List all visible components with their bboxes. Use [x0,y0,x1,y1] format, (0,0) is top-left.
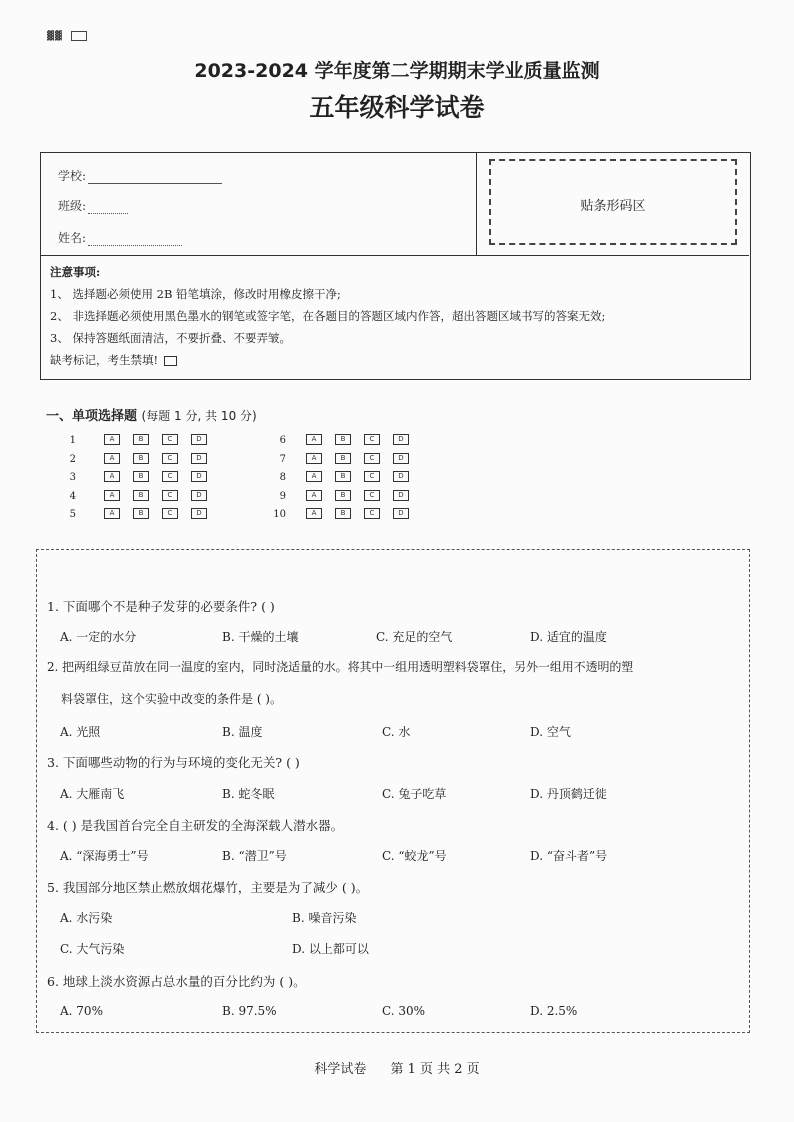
answer-bubble-4-b[interactable]: B [133,490,149,501]
answer-bubble-2-c[interactable]: C [162,453,178,464]
barcode-area [477,153,749,256]
answer-bubble-9-b[interactable]: B [335,490,351,501]
exam-subtitle: 五年级科学试卷 [309,93,485,122]
q4-option-d: D. “奋斗者”号 [530,849,608,863]
answer-bubble-10-c[interactable]: C [364,508,380,519]
q6-option-d: D. 2.5% [530,1004,578,1018]
q1-option-a: A. 一定的水分 [60,630,137,644]
answer-number-1: 1 [69,435,76,446]
barcode-frame [489,159,737,245]
name-field[interactable] [58,229,182,246]
q1-option-d: D. 适宜的温度 [530,630,607,644]
footer-page-number: 第 1 页 共 2 页 [390,1062,480,1077]
answer-number-5: 5 [69,509,76,520]
student-info-box [40,152,751,380]
answer-bubble-3-a[interactable]: A [104,471,120,482]
answer-number-9: 9 [279,490,286,502]
q6-option-b: B. 97.5% [222,1004,277,1018]
q1-option-c: C. 充足的空气 [376,630,453,644]
corner-mark [47,31,87,42]
page-footer [0,1058,794,1077]
notice-item-3: 3、 保持答题纸面清洁，不要折叠、不要弄皱。 [50,331,291,345]
q6-option-a: A. 70% [60,1004,103,1018]
answer-bubble-1-b[interactable]: B [133,434,149,445]
q2-option-b: B. 温度 [222,725,263,739]
class-field[interactable] [58,197,128,214]
question-3: 3. 下面哪些动物的行为与环境的变化无关? ( ) [47,755,300,770]
question-5: 5. 我国部分地区禁止燃放烟花爆竹，主要是为了减少 ( )。 [47,880,369,895]
notice-item-2: 2、 非选择题必须使用黑色墨水的钢笔或签字笔，在各题目的答题区域内作答，超出答题区域书写的答案无效; [50,309,606,323]
q3-option-a: A. 大雁南飞 [60,787,125,801]
q1-option-b: B. 干燥的土壤 [222,630,299,644]
q2-option-c: C. 水 [382,725,411,739]
q3-option-b: B. 蛇冬眠 [222,787,275,801]
corner-box [71,31,87,41]
question-4: 4. ( ) 是我国首台完全自主研发的全海深载人潜水器。 [47,818,344,833]
answer-bubble-4-c[interactable]: C [162,490,178,501]
answer-number-4: 4 [69,490,76,502]
section-title [46,405,257,424]
school-line[interactable] [88,172,222,184]
q2-option-a: A. 光照 [60,725,101,739]
barcode-label: 贴条形码区 [580,199,646,214]
q6-option-c: C. 30% [382,1004,426,1018]
answer-bubble-2-d[interactable]: D [191,453,207,464]
question-1: 1. 下面哪个不是种子发芽的必要条件? ( ) [47,599,275,614]
answer-bubble-5-c[interactable]: C [162,508,178,519]
notice-section [50,261,740,371]
section-title-text: 一、单项选择题 [46,409,138,424]
notice-item-1: 1、 选择题必须使用 2B 铅笔填涂，修改时用橡皮擦干净; [50,287,341,301]
answer-bubble-7-c[interactable]: C [364,453,380,464]
section-note: (每题 1 分, 共 10 分) [141,409,257,423]
answer-bubble-10-b[interactable]: B [335,508,351,519]
corner-mark-text: ▓▓ [47,31,63,42]
answer-bubble-8-c[interactable]: C [364,471,380,482]
class-label: 班级: [58,199,87,213]
answer-bubble-9-c[interactable]: C [364,490,380,501]
answer-bubble-6-c[interactable]: C [364,434,380,445]
q3-option-d: D. 丹顶鹤迁徙 [530,787,607,801]
answer-bubble-7-d[interactable]: D [393,453,409,464]
answer-bubble-3-b[interactable]: B [133,471,149,482]
answer-bubble-8-d[interactable]: D [393,471,409,482]
answer-bubble-7-a[interactable]: A [306,453,322,464]
answer-bubble-1-d[interactable]: D [191,434,207,445]
q5-option-b: B. 噪音污染 [292,911,357,925]
question-2: 2. 把两组绿豆苗放在同一温度的室内，同时浇适量的水。将其中一组用透明塑料袋罩住，另外一组用不透明的塑 [47,660,634,674]
answer-number-8: 8 [279,472,286,483]
q2-option-d: D. 空气 [530,725,571,739]
answer-number-3: 3 [69,472,76,483]
q4-option-c: C. “蛟龙”号 [382,849,447,863]
answer-bubble-1-c[interactable]: C [162,434,178,445]
question-6: 6. 地球上淡水资源占总水量的百分比约为 ( )。 [47,974,306,989]
answer-bubble-5-a[interactable]: A [104,508,120,519]
answer-bubble-5-b[interactable]: B [133,508,149,519]
answer-bubble-9-a[interactable]: A [306,490,322,501]
absent-checkbox[interactable] [164,356,177,366]
q4-option-a: A. “深海勇士”号 [60,849,149,863]
answer-number-7: 7 [279,453,286,465]
notice-head: 注意事项: [50,265,101,279]
q3-option-c: C. 兔子吃草 [382,787,447,801]
q5-option-a: A. 水污染 [60,911,113,925]
student-fields [41,153,477,256]
name-line[interactable] [88,234,182,246]
q5-option-d: D. 以上都可以 [292,942,369,956]
answer-bubble-3-c[interactable]: C [162,471,178,482]
answer-bubble-9-d[interactable]: D [393,490,409,501]
question-2-continued: 料袋罩住，这个实验中改变的条件是 ( )。 [61,692,282,706]
answer-number-2: 2 [69,453,76,465]
answer-bubble-2-b[interactable]: B [133,453,149,464]
answer-bubble-8-a[interactable]: A [306,471,322,482]
answer-bubble-5-d[interactable]: D [191,508,207,519]
answer-bubble-6-d[interactable]: D [393,434,409,445]
answer-bubble-2-a[interactable]: A [104,453,120,464]
q5-option-c: C. 大气污染 [60,942,125,956]
answer-number-6: 6 [279,435,286,446]
answer-bubble-4-d[interactable]: D [191,490,207,501]
answer-bubble-3-d[interactable]: D [191,471,207,482]
absent-label: 缺考标记，考生禁填! [50,353,159,367]
exam-title: 2023-2024 学年度第二学期期末学业质量监测 [194,60,600,82]
name-label: 姓名: [58,231,87,245]
answer-bubble-6-a[interactable]: A [306,434,322,445]
answer-bubble-6-b[interactable]: B [335,434,351,445]
absent-mark-row [50,349,740,371]
answer-bubble-1-a[interactable]: A [104,434,120,445]
footer-subject: 科学试卷 [314,1062,367,1077]
answer-bubble-10-a[interactable]: A [306,508,322,519]
answer-bubble-7-b[interactable]: B [335,453,351,464]
q4-option-b: B. “潜卫”号 [222,849,287,863]
answer-number-10: 10 [273,509,286,520]
school-label: 学校: [58,169,87,183]
answer-bubble-10-d[interactable]: D [393,508,409,519]
answer-bubble-8-b[interactable]: B [335,471,351,482]
class-line[interactable] [88,202,128,214]
answer-bubble-4-a[interactable]: A [104,490,120,501]
school-field[interactable] [58,167,222,184]
